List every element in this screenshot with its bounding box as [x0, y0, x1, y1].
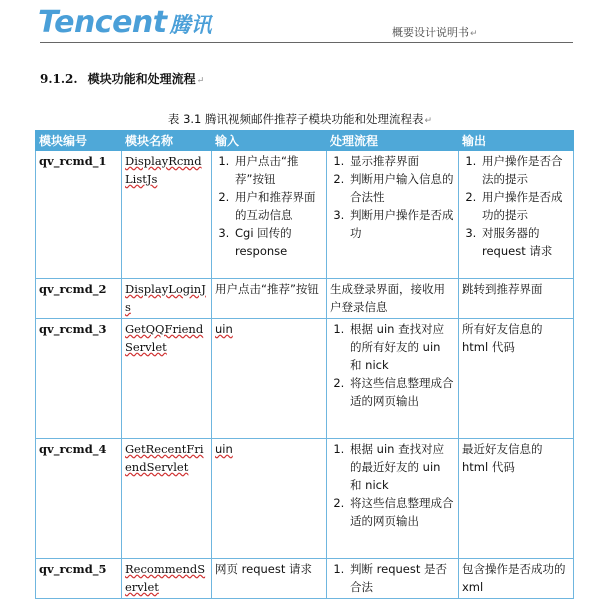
module-name: DisplayRcmdListJs: [122, 151, 212, 279]
input-cell: [212, 151, 327, 279]
input-cell: uin: [212, 319, 327, 439]
input-cell: 网页 request 请求: [212, 559, 327, 599]
table-row: [36, 319, 574, 439]
process-cell: 生成登录界面，接收用户登录信息: [327, 279, 459, 319]
process-cell: [327, 439, 459, 559]
list-item: 1. 用户操作是否合法的提示: [480, 152, 570, 188]
header-input: 输入: [212, 131, 327, 151]
process-cell: [327, 559, 459, 599]
output-cell: 跳转到推荐界面: [459, 279, 574, 319]
module-name: GetQQFriendServlet: [122, 319, 212, 439]
list-item: 2. 用户和推荐界面的互动信息: [233, 188, 323, 224]
module-id: qv_rcmd_1: [36, 151, 122, 279]
list-item: 2. 将这些信息整理成合适的网页输出: [348, 494, 455, 530]
list-item: 2. 判断用户输入信息的合法性: [348, 170, 455, 206]
section-heading: 9.1.2. 模块功能和处理流程↵: [40, 72, 205, 86]
document-title: 概要设计说明书↵: [392, 26, 478, 39]
table-header-row: [36, 131, 574, 151]
list-item: 1. 根据 uin 查找对应的最近好友的 uin 和 nick: [348, 440, 455, 494]
list-item: 3. 对服务器的request 请求: [480, 224, 570, 260]
table-row: [36, 279, 574, 319]
list-item: 3. Cgi 回传的response: [233, 224, 323, 260]
header-module-id: 模块编号: [36, 131, 122, 151]
module-id: qv_rcmd_4: [36, 439, 122, 559]
table-caption: 表 3.1 腾讯视频邮件推荐子模块功能和处理流程表↵: [167, 112, 433, 126]
output-cell: 包含操作是否成功的 xml: [459, 559, 574, 599]
list-item: 2. 将这些信息整理成合适的网页输出: [348, 374, 455, 410]
header-output: 输出: [459, 131, 574, 151]
table-row: [36, 559, 574, 599]
process-cell: [327, 319, 459, 439]
module-name: GetRecentFriendServlet: [122, 439, 212, 559]
module-name: DisplayLoginJs: [122, 279, 212, 319]
section-number: 9.1.2.: [40, 72, 78, 86]
table-row: [36, 151, 574, 279]
list-item: 3. 判断用户操作是否成功: [348, 206, 455, 242]
list-item: 1. 判断 request 是否合法: [348, 560, 455, 596]
module-name: RecommendServlet: [122, 559, 212, 599]
module-id: qv_rcmd_5: [36, 559, 122, 599]
logo-chinese: 腾讯: [169, 13, 212, 37]
table-row: [36, 439, 574, 559]
list-item: 1. 用户点击“推荐”按钮: [233, 152, 323, 188]
tencent-logo: [38, 6, 212, 40]
list-item: 1. 显示推荐界面: [348, 152, 455, 170]
list-item: 1. 根据 uin 查找对应的所有好友的 uin 和 nick: [348, 320, 455, 374]
module-table: [35, 130, 574, 599]
header-process: 处理流程: [327, 131, 459, 151]
output-cell: 最近好友信息的 html 代码: [459, 439, 574, 559]
list-item: 2. 用户操作是否成功的提示: [480, 188, 570, 224]
header-module-name: 模块名称: [122, 131, 212, 151]
input-cell: uin: [212, 439, 327, 559]
output-cell: 所有好友信息的 html 代码: [459, 319, 574, 439]
module-id: qv_rcmd_3: [36, 319, 122, 439]
header-rule: [40, 42, 573, 43]
section-title: 模块功能和处理流程: [87, 72, 196, 86]
logo-english: Tencent: [38, 5, 167, 40]
input-cell: 用户点击“推荐”按钮: [212, 279, 327, 319]
process-cell: [327, 151, 459, 279]
output-cell: [459, 151, 574, 279]
module-id: qv_rcmd_2: [36, 279, 122, 319]
